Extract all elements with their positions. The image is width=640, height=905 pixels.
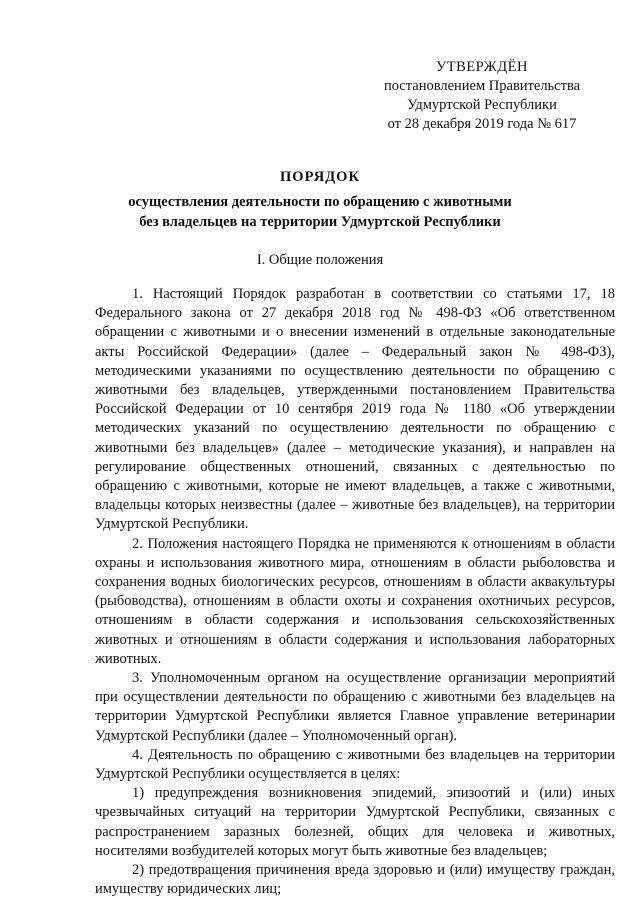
- document-title-block: [60, 167, 580, 232]
- document-title: ПОРЯДОК: [280, 169, 360, 185]
- approval-line-3: от 28 декабря 2019 года № 617: [387, 116, 577, 132]
- paragraph: 3. Уполномоченным органом на осуществление организации мероприятий при осуществлении деятельности по обращению с животными без владельцев на территории Удмуртской Республики является Главное управление ветеринарии Удмуртской Республики (далее – Уполномоченный орган).: [95, 670, 615, 744]
- document-subtitle-line-1: осуществления деятельности по обращению с животными: [128, 194, 512, 210]
- paragraph: 2. Положения настоящего Порядка не применяются к отношениям в области охраны и использования животного мира, отношениям в области рыболовства и сохранения водных биологических ресурсов, отношениям в области аквакультуры (рыбоводства), отношениям в области охоты и сохранения охотничьих ресурсов, отношениям в области содержания и использования сельскохозяйственных животных и отношениям в области содержания и использования лабораторных животных.: [95, 535, 615, 667]
- paragraph: 1. Настоящий Порядок разработан в соответствии со статьями 17, 18 Федерального закона от 27 декабря 2018 год № 498-ФЗ «Об ответственном обращении с животными и о внесении изменений в отдельные законодательные акты Российской Федерации» (далее – Федеральный закон № 498-ФЗ), методическими указаниями по осуществлению деятельности по обращению с животными без владельцев, утвержденными постановлением Правительства Российской Федерации от 10 сентября 2019 года № 1180 «Об утверждении методических указаний по осуществлению деятельности по обращению с животными без владельцев» (далее – методические указания), и направлен на регулирование общественных отношений, связанных с деятельностью по обращению с животными, которые не имеют владельцев, а также с животными, владельцы которых неизвестны (далее – животные без владельцев), на территории Удмуртской Республики.: [95, 286, 615, 533]
- paragraph: 1) предупреждения возникновения эпидемий, эпизоотий и (или) иных чрезвычайных ситуаций на территории Удмуртской Республики, связанных с распространением заразных болезней, общих для человека и животных, носителями возбудителей которых могут быть животные без владельцев;: [95, 785, 615, 859]
- section-heading: I. Общие положения: [256, 252, 384, 268]
- document-body: [95, 285, 615, 900]
- approval-title: УТВЕРЖДЁН: [436, 59, 528, 75]
- approval-line-2: Удмуртской Республики: [407, 97, 557, 113]
- approval-line-1: постановлением Правительства: [383, 78, 581, 94]
- paragraph: 2) предотвращения причинения вреда здоровью и (или) имуществу граждан, имуществу юридических лиц;: [95, 862, 615, 898]
- approval-stamp: [362, 58, 602, 134]
- document-subtitle-line-2: без владельцев на территории Удмуртской Республики: [139, 214, 501, 230]
- paragraph: 4. Деятельность по обращению с животными без владельцев на территории Удмуртской Республики осуществляется в целях:: [95, 746, 615, 783]
